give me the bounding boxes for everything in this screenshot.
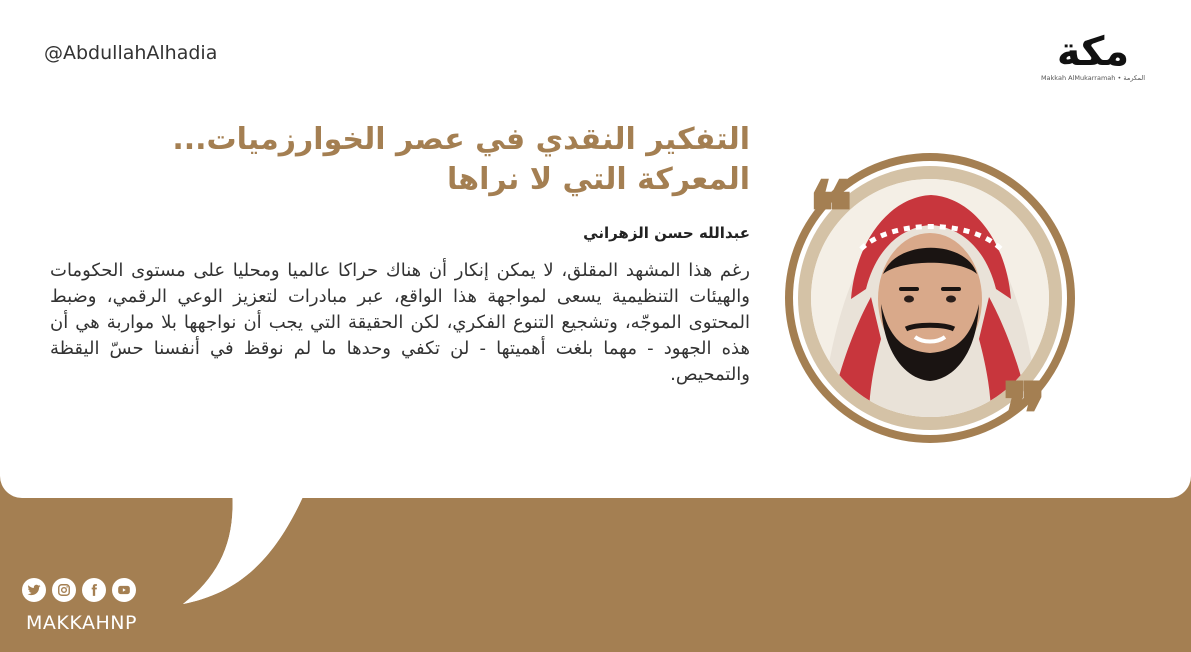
article-title-line-2: المعركة التي لا نراها xyxy=(447,162,750,197)
logo-subtext: Makkah AlMukarramah • المكرمة xyxy=(1040,74,1146,82)
social-links xyxy=(22,578,136,602)
instagram-icon[interactable] xyxy=(52,578,76,602)
open-quote-icon: ❝ xyxy=(808,162,854,261)
author-handle: @AbdullahAlhadia xyxy=(44,42,218,64)
article-title-line-1: التفكير النقدي في عصر الخوارزميات... xyxy=(172,122,750,157)
brand-handle: MAKKAHNP xyxy=(26,612,137,634)
twitter-icon[interactable] xyxy=(22,578,46,602)
close-quote-icon: ❞ xyxy=(1002,364,1048,463)
article-title xyxy=(150,120,750,200)
makkah-logo xyxy=(1035,30,1151,86)
facebook-icon[interactable] xyxy=(82,578,106,602)
author-name: عبدالله حسن الزهراني xyxy=(583,224,750,242)
logo-wordmark: مكة xyxy=(1056,29,1130,75)
youtube-icon[interactable] xyxy=(112,578,136,602)
article-body: رغم هذا المشهد المقلق، لا يمكن إنكار أن هناك حراكا عالميا ومحليا على مستوى الحكومات والهيئات التنظيمية يسعى لمواجهة هذا الواقع، عبر مبادرات لتعزيز الوعي الرقمي، وضبط المحتوى الموجّه، وتشجيع التنوع الفكري، لكن الحقيقة التي يجب أن نواجهها بلا مواربة هي أن هذه الجهود - مهما بلغت أهميتها - لن تكفي وحدها ما لم نوقظ في أنفسنا حسّ اليقظة والتمحيص. xyxy=(50,260,750,385)
